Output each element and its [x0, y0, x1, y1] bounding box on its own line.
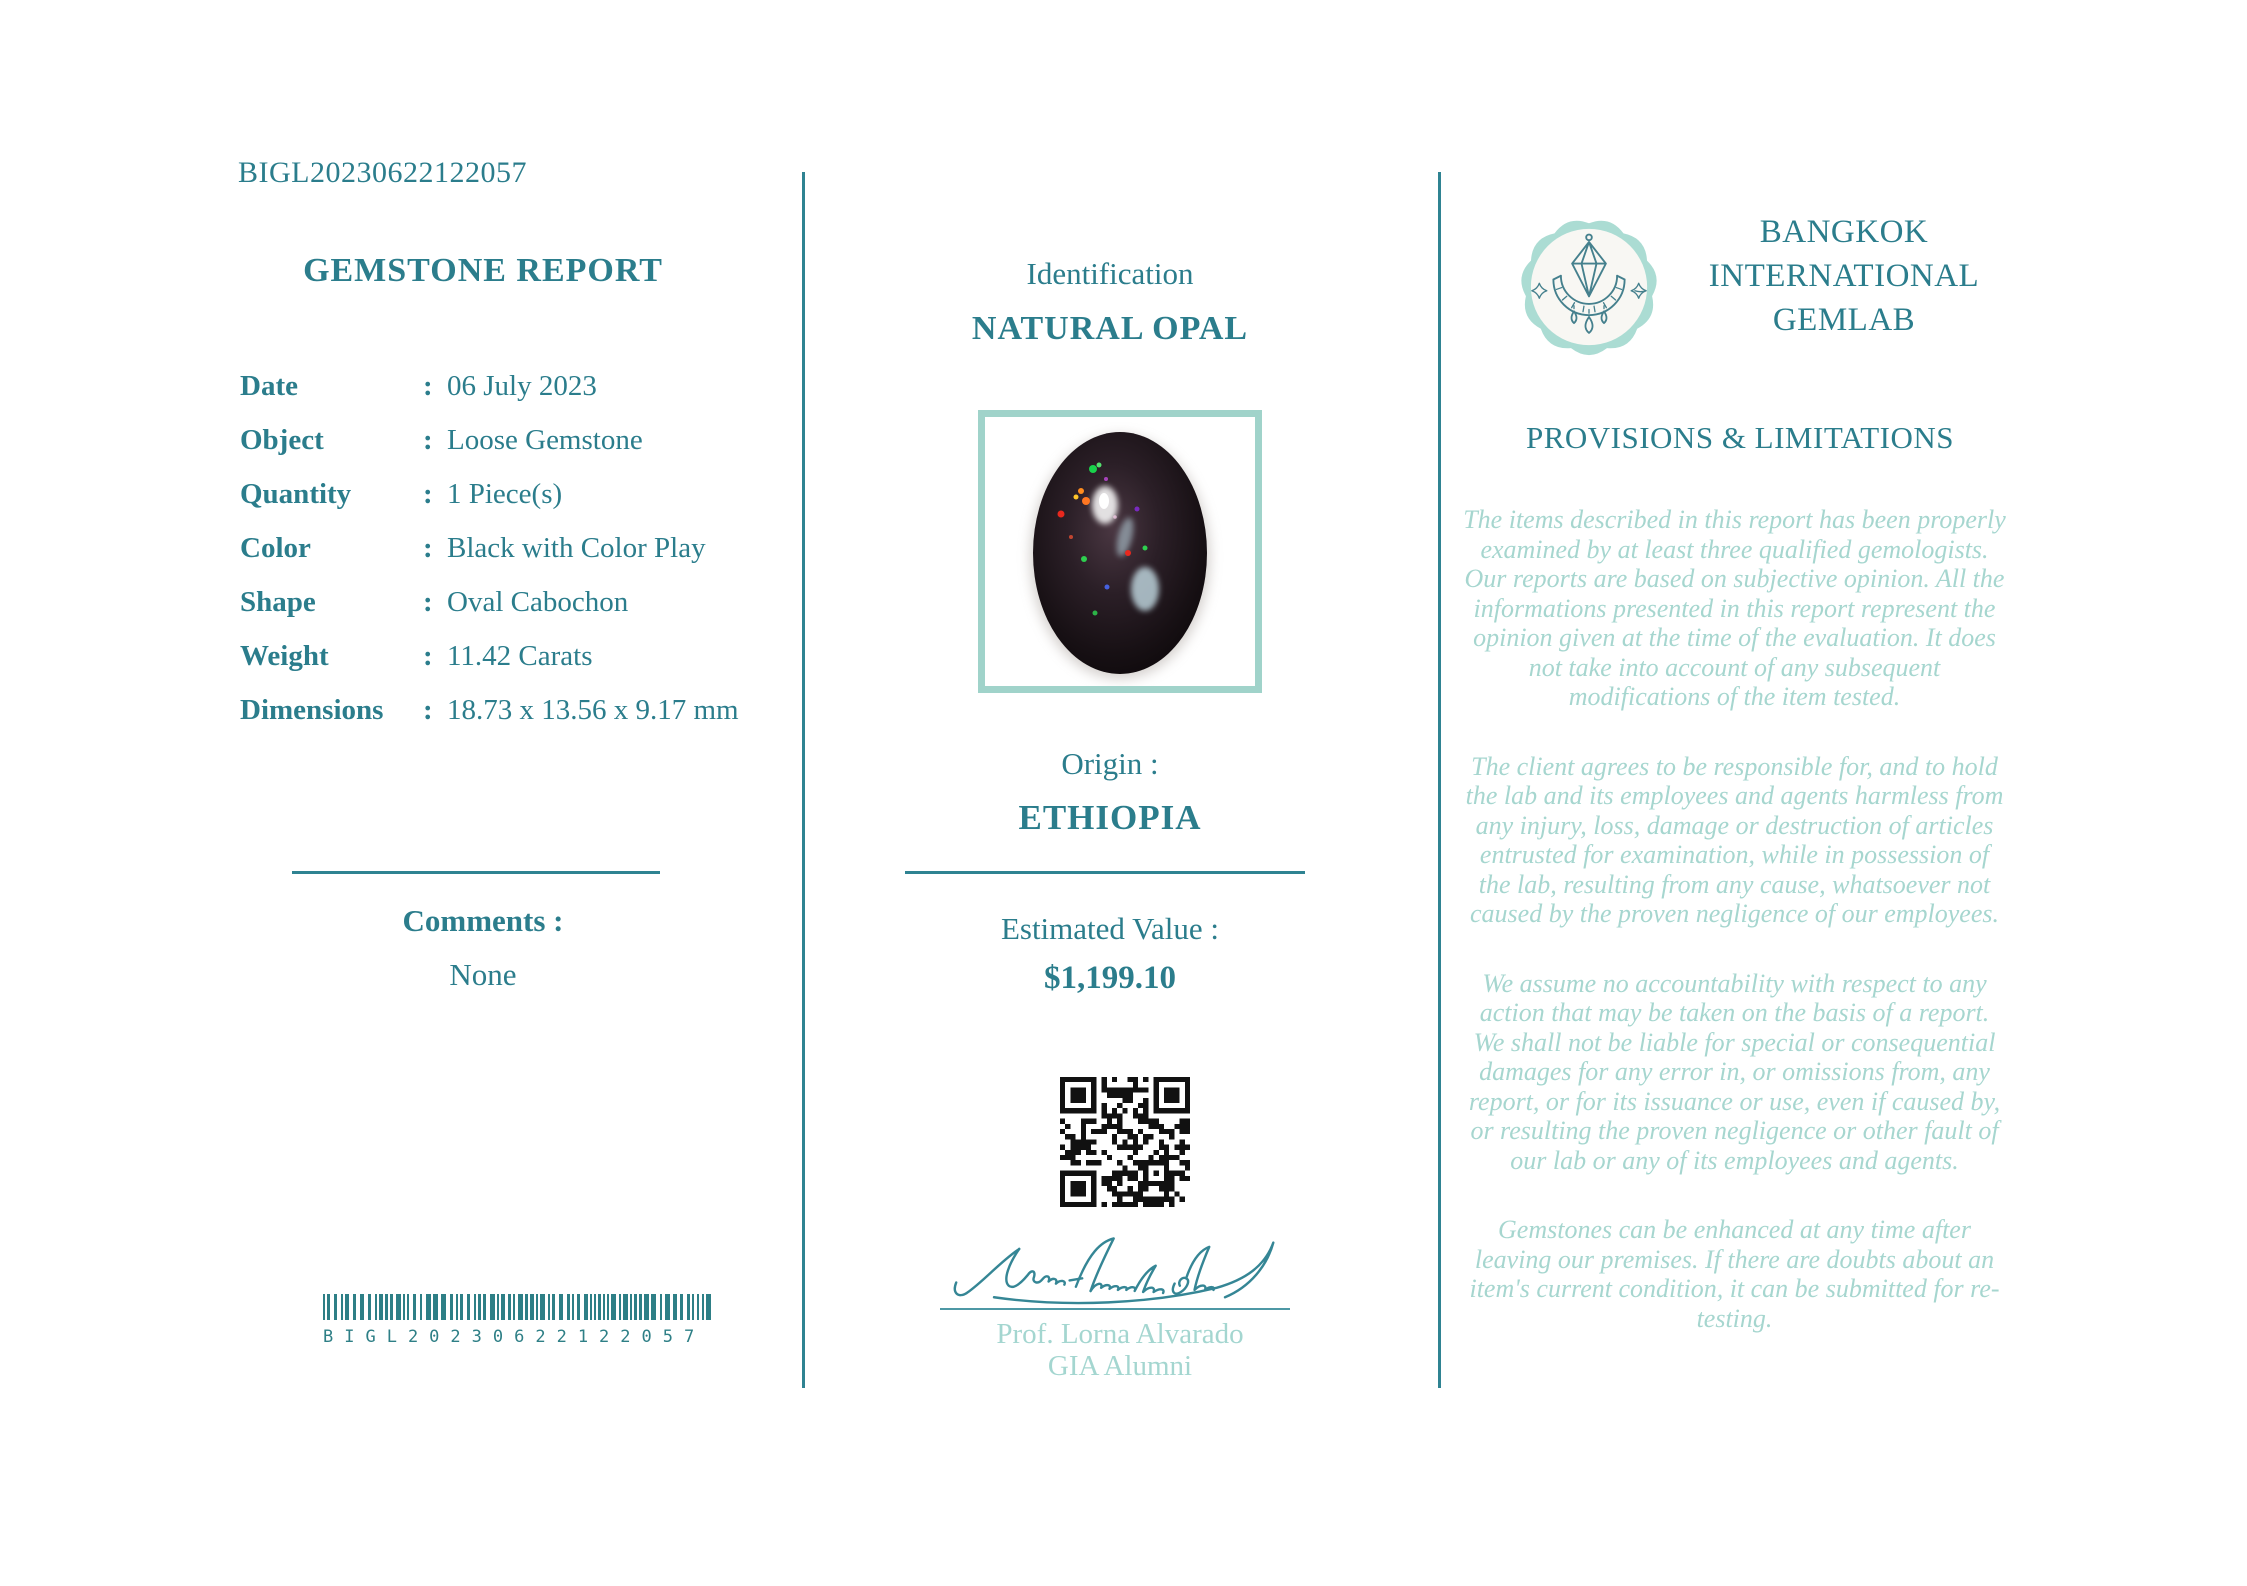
provisions-paragraph: Gemstones can be enhanced at any time after leaving our premises. If there are doubts about an item's current condition, it can be submitted for re-testing. [1469, 1215, 2000, 1333]
qr-code [1060, 1077, 1190, 1207]
provisions-paragraphs [1462, 505, 2007, 1373]
field-value: Black with Color Play [447, 532, 706, 564]
field-label: Date [240, 370, 298, 402]
lab-seal-logo [1514, 212, 1664, 362]
gem-photo [985, 417, 1255, 686]
gem-photo-frame [978, 410, 1262, 693]
origin-label: Origin : [1061, 746, 1159, 781]
barcode-icon [323, 1294, 711, 1321]
provisions-title: PROVISIONS & LIMITATIONS [1525, 420, 1955, 455]
lab-name-line: INTERNATIONAL [1708, 258, 1980, 294]
field-value: 06 July 2023 [447, 370, 597, 402]
field-row-shape [240, 588, 800, 617]
field-label: Shape [240, 586, 316, 618]
field-row-object [240, 426, 800, 455]
field-label: Weight [240, 640, 329, 672]
lab-name-line: BANGKOK [1759, 214, 1929, 250]
identification-result: NATURAL OPAL [971, 310, 1249, 347]
field-colon: : [423, 640, 433, 672]
comments-label: Comments : [402, 903, 564, 938]
signer-title: GIA Alumni [1047, 1350, 1193, 1382]
field-value: Loose Gemstone [447, 424, 643, 456]
field-label: Color [240, 532, 311, 564]
report-number: BIGL20230622122057 [238, 156, 527, 189]
barcode-text: BIGL20230622122057 [323, 1327, 706, 1347]
field-label: Dimensions [240, 694, 384, 726]
signature [952, 1236, 1288, 1306]
field-value: 18.73 x 13.56 x 9.17 mm [447, 694, 739, 726]
lab-name-line: GEMLAB [1772, 302, 1916, 338]
column-divider-left [802, 172, 805, 1388]
barcode [323, 1294, 711, 1347]
field-colon: : [423, 424, 433, 456]
signer-name: Prof. Lorna Alvarado [996, 1318, 1244, 1350]
field-value: 1 Piece(s) [447, 478, 563, 510]
qr-code-icon [1060, 1077, 1190, 1207]
field-colon: : [423, 532, 433, 564]
field-label: Quantity [240, 478, 352, 510]
lab-name [1676, 210, 2012, 342]
comments-divider [292, 871, 660, 874]
field-colon: : [423, 694, 433, 726]
provisions-paragraph: We assume no accountability with respect to any action that may be taken on the basis of a report. We shall not be liable for special or consequential damages for any error in, or omissions from, any report, or for its issuance or use, even if caused by, or resulting the proven negligence or other fault of our lab or any of its employees and agents. [1468, 968, 2001, 1175]
field-row-weight [240, 642, 800, 671]
field-row-quantity [240, 480, 800, 509]
report-fields [240, 372, 800, 750]
field-colon: : [423, 478, 433, 510]
provisions-paragraph: The items described in this report has been properly examined by at least three qualified gemologists. Our reports are based on subjective opinion. All the informations presented in this report represent the opinion given at the time of the evaluation. It does not take into account of any subsequent modifications of the item tested. [1463, 505, 2006, 711]
report-title: GEMSTONE REPORT [303, 252, 663, 289]
provisions-paragraph: The client agrees to be responsible for, and to hold the lab and its employees and agents harmless from any injury, loss, damage or destruction of articles entrusted for examination, while in possession of the lab, resulting from any cause, whatsoever not caused by the proven negligence of our employees. [1465, 751, 2004, 928]
field-row-date [240, 372, 800, 401]
field-label: Object [240, 424, 324, 456]
estimated-value-label: Estimated Value : [1000, 911, 1220, 946]
field-value: Oval Cabochon [447, 586, 629, 618]
origin-value: ETHIOPIA [1018, 798, 1202, 837]
estimated-value-amount: $1,199.10 [1044, 960, 1176, 996]
field-colon: : [423, 586, 433, 618]
signature-line [940, 1308, 1290, 1310]
field-row-dimensions [240, 696, 800, 725]
field-row-color [240, 534, 800, 563]
identification-heading: Identification [1026, 256, 1194, 291]
field-colon: : [423, 370, 433, 402]
value-divider [905, 871, 1305, 874]
comments-value: None [449, 957, 517, 992]
field-value: 11.42 Carats [447, 640, 593, 672]
column-divider-right [1438, 172, 1441, 1388]
